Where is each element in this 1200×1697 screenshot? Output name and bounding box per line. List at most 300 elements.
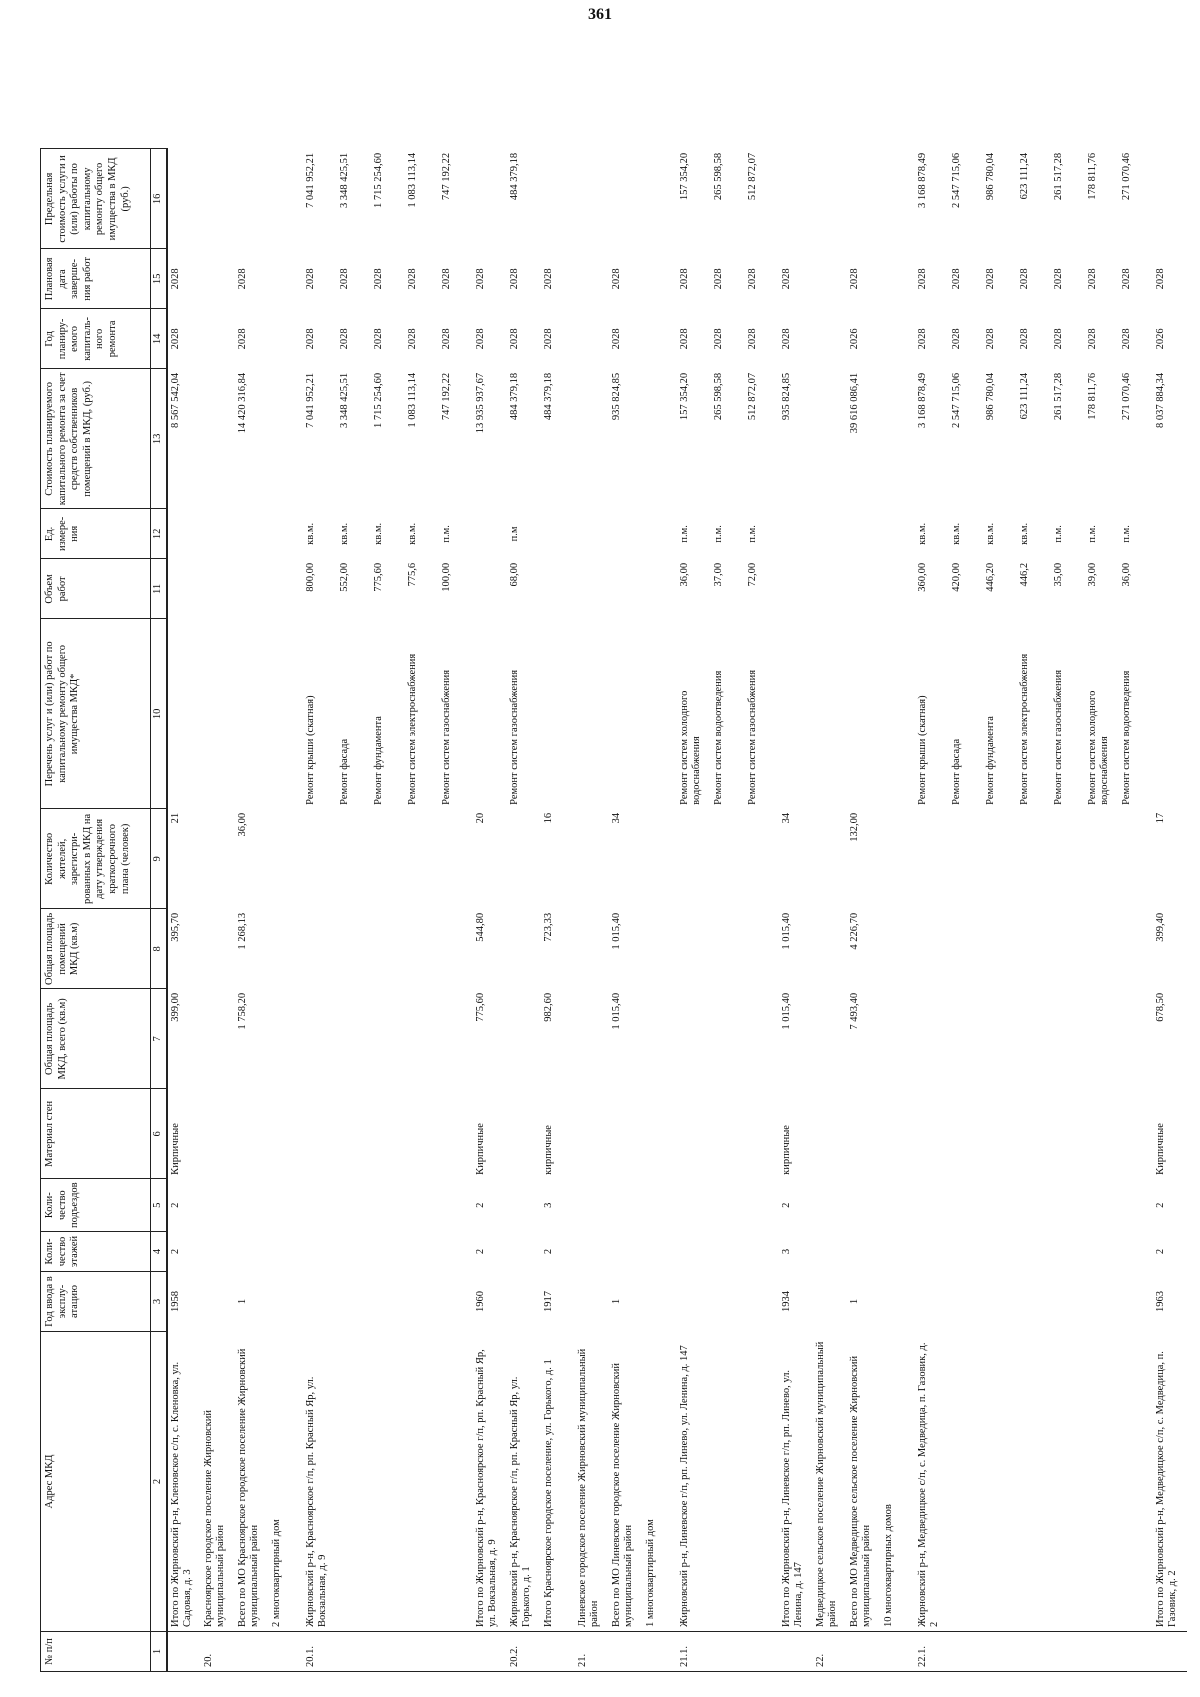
table-cell: Линевское городское поселение Жирновский муниципальный район [576, 1348, 601, 1627]
table-cell: 1 015,40 [610, 992, 622, 1030]
table-cell [371, 909, 405, 989]
table-cell: Красноярское городское поселение Жирновский муниципальный район [202, 1410, 227, 1627]
table-cell [1085, 1232, 1119, 1272]
table-cell: 552,00 [338, 562, 350, 592]
table-row [405, 149, 439, 1672]
table-cell [949, 809, 983, 909]
table-cell: 20. [201, 1632, 235, 1672]
table-cell [813, 559, 847, 619]
table-cell: 1 015,40 [780, 912, 792, 950]
table-cell: 2 [474, 1202, 486, 1208]
table-cell [1017, 989, 1051, 1089]
table-cell: 2028 [304, 268, 316, 290]
table-cell [745, 1232, 779, 1272]
table-cell [847, 619, 881, 809]
table-cell [677, 1272, 711, 1332]
table-cell [575, 1232, 609, 1272]
table-cell: 17 [1154, 812, 1166, 824]
table-cell: кв.м. [372, 522, 384, 545]
table-cell [983, 1272, 1017, 1332]
table-cell [235, 559, 269, 619]
table-row [337, 149, 371, 1672]
table-cell: Всего по МО Линевское городское поселение Жирновский муниципальный район [610, 1363, 635, 1627]
table-cell [235, 1089, 269, 1179]
table-cell [337, 1232, 371, 1272]
table-cell [575, 149, 609, 249]
table-cell [881, 1232, 915, 1272]
table-cell [881, 989, 915, 1089]
table-cell [405, 989, 439, 1089]
table-cell [711, 1632, 745, 1672]
table-cell: кв.м. [304, 522, 316, 545]
table-cell [473, 149, 507, 249]
table-cell [643, 559, 677, 619]
table-cell: 2028 [236, 328, 248, 350]
table-cell: 775,60 [372, 562, 384, 592]
table-cell: п.м. [678, 525, 690, 543]
table-cell [235, 149, 269, 249]
table-cell [677, 809, 711, 909]
table-cell [813, 1232, 847, 1272]
table-cell: 512 872,07 [746, 152, 758, 201]
table-cell: 2028 [508, 328, 520, 350]
table-cell: 2028 [610, 328, 622, 350]
table-cell [303, 909, 337, 989]
table-cell [371, 1089, 405, 1179]
table-cell: 271 070,46 [1120, 152, 1132, 201]
table-row [779, 149, 813, 1672]
table-cell [575, 909, 609, 989]
table-cell [745, 989, 779, 1089]
table-row [711, 149, 745, 1672]
table-cell [643, 369, 677, 509]
table-cell: 34 [780, 812, 792, 824]
table-cell: Ремонт фасада [950, 738, 962, 805]
table-cell: 1 [610, 1298, 622, 1305]
table-cell: 1934 [780, 1291, 792, 1312]
table-cell [643, 1089, 677, 1179]
table-row [643, 149, 677, 1672]
table-row [983, 149, 1017, 1672]
table-cell [269, 509, 303, 559]
table-cell [269, 149, 303, 249]
table-cell: 36,00 [678, 562, 690, 587]
table-cell: 157 354,20 [678, 152, 690, 201]
table-cell: Ремонт систем электроснабжения [406, 653, 418, 805]
table-cell [1051, 1272, 1085, 1332]
table-cell: Ремонт систем водоотведения [712, 670, 724, 805]
table-cell: 68,00 [508, 562, 520, 587]
table-cell: Итого по Жирновский р-н, Медведицкое с/п, с. Медведица, п. Газовик, д. 2 [1154, 1351, 1179, 1627]
table-cell [1153, 559, 1187, 619]
table-cell: 1 083 113,14 [406, 152, 418, 208]
table-cell: 21.1. [677, 1632, 711, 1672]
table-cell: 261 517,28 [1052, 372, 1064, 421]
table-cell [711, 809, 745, 909]
table-cell [473, 559, 507, 619]
table-cell: 2028 [338, 268, 350, 290]
table-row [201, 149, 235, 1672]
column-header: Плановая дата заверше-ния работ [41, 249, 151, 309]
table-cell [337, 1272, 371, 1332]
table-cell [983, 909, 1017, 989]
table-cell: п.м. [1052, 525, 1064, 543]
table-cell [847, 509, 881, 559]
table-cell [847, 1232, 881, 1272]
table-cell [949, 909, 983, 989]
table-cell: 3 348 425,51 [338, 372, 350, 428]
table-cell [881, 1089, 915, 1179]
table-cell: 2028 [304, 328, 316, 350]
table-cell: 723,33 [542, 912, 554, 942]
table-cell: 37,00 [712, 562, 724, 587]
capital-repair-table [40, 148, 1187, 1672]
table-cell [847, 149, 881, 249]
table-cell: 484 379,18 [542, 372, 554, 421]
table-cell: 2 547 715,06 [950, 152, 962, 208]
table-cell [473, 509, 507, 559]
table-cell [269, 249, 303, 309]
table-cell [983, 1332, 1017, 1632]
table-cell: 2028 [236, 268, 248, 290]
table-cell [473, 1632, 507, 1672]
column-number: 4 [151, 1232, 167, 1272]
table-cell [847, 1632, 881, 1672]
table-cell [575, 1179, 609, 1232]
table-cell [1153, 619, 1187, 809]
table-cell: Кирпичные [1154, 1123, 1166, 1175]
table-cell [881, 249, 915, 309]
table-cell [269, 1089, 303, 1179]
table-cell [643, 989, 677, 1089]
table-cell: 157 354,20 [678, 372, 690, 421]
table-cell [575, 989, 609, 1089]
column-number: 9 [151, 809, 167, 909]
column-number: 16 [151, 149, 167, 249]
table-cell [507, 1272, 541, 1332]
table-cell [609, 509, 643, 559]
table-cell [643, 909, 677, 989]
table-cell [439, 809, 473, 909]
table-cell: Ремонт систем газоснабжения [746, 669, 758, 805]
table-cell: п.м. [1086, 525, 1098, 543]
column-header: Количество жителей, зарегистри-рованных в МКД на дату утверждения краткосрочного плана (человек) [41, 809, 151, 909]
table-cell: 2028 [984, 268, 996, 290]
column-header: Предельная стоимость услуги и (или) работы по капитальному ремонту общего имущества в МКД (руб.) [41, 149, 151, 249]
table-cell [167, 1632, 201, 1672]
table-cell: 2028 [542, 328, 554, 350]
table-row [473, 149, 507, 1672]
column-number: 11 [151, 559, 167, 619]
table-cell [303, 809, 337, 909]
table-cell [1017, 1179, 1051, 1232]
table-cell [1017, 1332, 1051, 1632]
column-header: Объем работ [41, 559, 151, 619]
table-cell [779, 149, 813, 249]
table-cell: 2028 [712, 268, 724, 290]
table-cell: Итого по Жирновский р-н, Кленовское с/п, с. Кленовка, ул. Садовая, д. 3 [169, 1361, 194, 1627]
table-cell: п.м. [746, 525, 758, 543]
table-cell: 2028 [406, 268, 418, 290]
table-cell [813, 989, 847, 1089]
table-cell: п.м [508, 526, 520, 542]
table-cell [1051, 909, 1085, 989]
table-cell [677, 989, 711, 1089]
table-cell [371, 1272, 405, 1332]
table-cell [609, 619, 643, 809]
table-cell [303, 1232, 337, 1272]
table-cell [1017, 809, 1051, 909]
table-cell [201, 249, 235, 309]
table-cell [983, 1632, 1017, 1672]
table-cell [201, 989, 235, 1089]
table-cell [881, 619, 915, 809]
table-cell: 2028 [610, 268, 622, 290]
table-cell: 2028 [780, 268, 792, 290]
table-cell: 747 192,22 [440, 152, 452, 201]
table-cell: 678,50 [1154, 992, 1166, 1022]
table-cell [269, 619, 303, 809]
table-cell: 34 [610, 812, 622, 824]
table-cell: 2 [169, 1248, 181, 1255]
table-cell [235, 509, 269, 559]
table-cell: 178 811,76 [1086, 372, 1098, 420]
table-cell: 20.2. [507, 1632, 541, 1672]
table-cell [1085, 1272, 1119, 1332]
table-cell: 775,60 [474, 992, 486, 1022]
table-cell: 986 780,04 [984, 372, 996, 421]
table-cell: 2028 [440, 328, 452, 350]
table-cell: 446,20 [984, 562, 996, 592]
table-cell [439, 1232, 473, 1272]
table-cell: 2028 [1018, 328, 1030, 350]
column-header: Год ввода в эксплу-атацию [41, 1272, 151, 1332]
table-cell: 1 715 254,60 [372, 152, 384, 208]
table-cell [371, 1332, 405, 1632]
table-cell: 2028 [950, 328, 962, 350]
table-cell [1085, 909, 1119, 989]
table-cell: 2 [780, 1202, 792, 1208]
table-row [915, 149, 949, 1672]
table-cell [337, 909, 371, 989]
table-cell [405, 1232, 439, 1272]
table-cell: Всего по МО Красноярское городское поселение Жирновский муниципальный район [236, 1348, 261, 1627]
table-cell [269, 1179, 303, 1232]
table-cell [1051, 1089, 1085, 1179]
table-cell [473, 619, 507, 809]
table-cell [269, 1272, 303, 1332]
table-cell: 747 192,22 [440, 372, 452, 421]
table-cell: 2028 [1120, 268, 1132, 290]
table-cell [915, 809, 949, 909]
table-cell [915, 1272, 949, 1332]
table-cell: п.м. [440, 525, 452, 543]
table-cell: 1 715 254,60 [372, 372, 384, 428]
table-cell [813, 149, 847, 249]
table-cell: 35,00 [1052, 562, 1064, 587]
table-cell: 484 379,18 [508, 372, 520, 421]
column-number: 8 [151, 909, 167, 989]
table-row [813, 149, 847, 1672]
table-cell: кирпичные [542, 1125, 554, 1175]
table-cell: 2 многоквартирный дом [270, 1519, 282, 1627]
table-cell [745, 1179, 779, 1232]
table-cell [1051, 1232, 1085, 1272]
table-cell [439, 1089, 473, 1179]
table-cell: Жирновский р-н, Линевское г/п, рп. Линево, ул. Ленина, д. 147 [678, 1345, 690, 1627]
table-cell [643, 249, 677, 309]
table-cell [813, 369, 847, 509]
column-header: № п/п [41, 1632, 151, 1672]
table-cell [779, 619, 813, 809]
table-cell [201, 909, 235, 989]
column-number: 3 [151, 1272, 167, 1332]
table-cell: 986 780,04 [984, 152, 996, 201]
table-cell [507, 909, 541, 989]
table-cell: 36,00 [1120, 562, 1132, 587]
table-row [881, 149, 915, 1672]
table-cell: 2 [1154, 1202, 1166, 1208]
table-cell: Жирновский р-н, Красноярское г/п, рп. Красный Яр, ул. Горького, д. 1 [508, 1376, 533, 1627]
table-cell: 544,80 [474, 912, 486, 942]
table-cell [881, 1632, 915, 1672]
table-cell: 935 824,85 [610, 372, 622, 421]
table-cell [881, 369, 915, 509]
table-cell [1119, 1632, 1153, 1672]
table-cell [167, 619, 201, 809]
table-cell [235, 619, 269, 809]
table-cell [405, 1089, 439, 1179]
table-cell: 2028 [1154, 268, 1166, 290]
table-cell [269, 989, 303, 1089]
table-cell [507, 809, 541, 909]
table-row [949, 149, 983, 1672]
table-cell [575, 369, 609, 509]
table-cell [269, 909, 303, 989]
table-cell [779, 509, 813, 559]
table-cell [405, 1332, 439, 1632]
table-cell: 8 037 884,34 [1154, 372, 1166, 428]
table-cell: кв.м. [338, 522, 350, 545]
column-header: Коли-чество подъездов [41, 1179, 151, 1232]
table-cell [847, 1179, 881, 1232]
table-cell: 2028 [848, 268, 860, 290]
table-cell: Ремонт систем электроснабжения [1018, 653, 1030, 805]
table-row [269, 149, 303, 1672]
table-cell [881, 1272, 915, 1332]
table-cell: 1963 [1154, 1291, 1166, 1312]
table-cell [881, 509, 915, 559]
table-row [677, 149, 711, 1672]
column-header: Ед. измере-ния [41, 509, 151, 559]
table-cell: Жирновский р-н, Красноярское г/п, рп. Красный Яр, ул. Вокзальная, д. 9 [304, 1376, 329, 1627]
table-cell [1051, 1332, 1085, 1632]
table-cell: 2028 [1086, 268, 1098, 290]
column-header: Общая площадь МКД, всего (кв.м) [41, 989, 151, 1089]
table-cell [813, 619, 847, 809]
column-number: 15 [151, 249, 167, 309]
table-cell: Ремонт систем газоснабжения [508, 669, 520, 805]
table-cell: 265 598,58 [712, 372, 724, 421]
table-cell [813, 309, 847, 369]
table-cell [915, 909, 949, 989]
table-cell: 2028 [984, 328, 996, 350]
table-cell: 2 [542, 1248, 554, 1255]
table-cell: Ремонт систем газоснабжения [1052, 669, 1064, 805]
table-cell: 2028 [372, 268, 384, 290]
table-cell [507, 989, 541, 1089]
table-cell: 3 168 878,49 [916, 372, 928, 428]
table-cell [711, 989, 745, 1089]
table-cell [269, 369, 303, 509]
table-cell [745, 1632, 779, 1672]
table-cell: 2028 [712, 328, 724, 350]
table-cell: 271 070,46 [1120, 372, 1132, 421]
table-cell [1119, 1332, 1153, 1632]
table-cell: кирпичные [780, 1125, 792, 1175]
table-row [1085, 149, 1119, 1672]
table-cell [949, 989, 983, 1089]
table-cell: Ремонт крыши (скатная) [916, 695, 928, 805]
table-cell [983, 809, 1017, 909]
table-cell: 1 015,40 [610, 912, 622, 950]
table-cell: 1960 [474, 1291, 486, 1312]
table-cell [541, 509, 575, 559]
table-cell: 395,70 [169, 912, 181, 942]
table-cell [337, 989, 371, 1089]
table-cell [1085, 989, 1119, 1089]
table-cell: 2028 [678, 268, 690, 290]
table-cell: 20 [474, 812, 486, 824]
table-row [541, 149, 575, 1672]
table-cell [949, 1332, 983, 1632]
table-cell: Медведицкое сельское поселение Жирновский муниципальный район [814, 1341, 839, 1627]
table-cell [405, 909, 439, 989]
table-row [847, 149, 881, 1672]
table-cell [541, 559, 575, 619]
table-cell [881, 909, 915, 989]
table-cell: 3 [780, 1248, 792, 1255]
table-cell [711, 1232, 745, 1272]
table-cell: 2028 [746, 268, 758, 290]
table-cell [439, 1179, 473, 1232]
table-cell [847, 1089, 881, 1179]
table-row [1051, 149, 1085, 1672]
column-number: 5 [151, 1179, 167, 1232]
table-cell [813, 909, 847, 989]
table-row [303, 149, 337, 1672]
table-cell [269, 1632, 303, 1672]
table-cell: 14 420 316,84 [236, 372, 248, 434]
table-cell [1085, 809, 1119, 909]
column-header: Адрес МКД [41, 1332, 151, 1632]
table-cell [575, 509, 609, 559]
table-cell [303, 989, 337, 1089]
table-cell: 1 [236, 1298, 248, 1305]
table-cell: 2028 [474, 328, 486, 350]
column-number: 13 [151, 369, 167, 509]
table-cell [167, 149, 201, 249]
table-cell [337, 1089, 371, 1179]
table-cell: 265 598,58 [712, 152, 724, 201]
table-cell: 3 348 425,51 [338, 152, 350, 208]
table-cell [337, 1332, 371, 1632]
table-cell: 10 многоквартирных домов [882, 1504, 894, 1627]
table-cell [711, 1272, 745, 1332]
table-cell [949, 1232, 983, 1272]
table-cell [269, 1232, 303, 1272]
table-cell: 2028 [1052, 328, 1064, 350]
